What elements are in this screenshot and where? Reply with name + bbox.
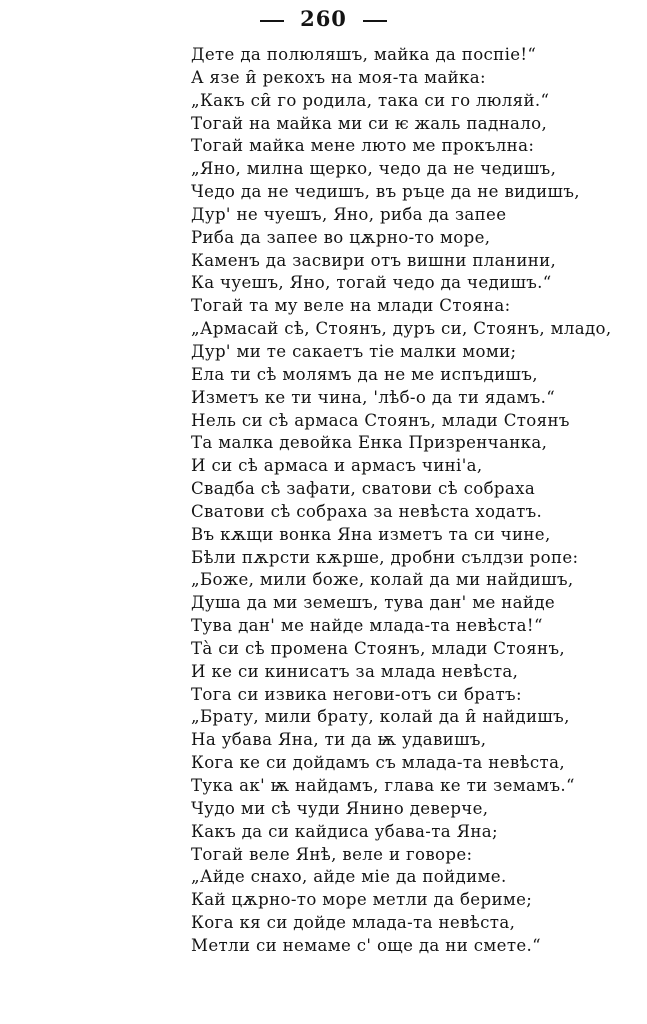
poem-line: Свадба сѣ зафати, сватови сѣ собраха <box>191 479 536 499</box>
poem-line: Та малка девойка Енка Призренчанка, <box>191 433 548 453</box>
poem-line: Тука ак' ѭ найдамъ, глава ке ти земамъ.“ <box>191 776 575 795</box>
poem-line: Кога кя си дойде млада-та невѣста, <box>191 913 516 933</box>
poem-line: „Брату, мили брату, колай да и̑ найдишъ, <box>191 707 570 727</box>
poem-line: И ке си кинисатъ за млада невѣста, <box>191 661 519 681</box>
poem-line: Дур' ми те сакаетъ тіе малки моми; <box>191 341 517 361</box>
poem-line: Ела ти сѣ молямъ да не ме испъдишъ, <box>191 364 538 384</box>
right-dash <box>363 20 387 22</box>
poem-line: На убава Яна, ти да ѭ удавишъ, <box>191 730 487 750</box>
poem-line: А язе и̑ рекохъ на моя-та майка: <box>191 67 486 87</box>
poem-line: Риба да запее во цѫрно-то море, <box>191 227 491 247</box>
poem-line: Чудо ми сѣ чуди Янино деверче, <box>191 798 489 818</box>
poem-line: Бѣли пѫрсти кѫрше, дробни сълдзи ропе: <box>191 547 579 567</box>
poem-line: „Армасай сѣ, Стоянъ, дуръ си, Стоянъ, младо, <box>191 319 612 339</box>
poem-line: Тува дан' ме найде млада-та невѣста!“ <box>191 616 543 636</box>
poem-line: Дете да полюляшъ, майка да поспіе!“ <box>191 45 537 64</box>
poem-line: Сватови сѣ собраха за невѣста ходатъ. <box>191 501 543 521</box>
poem-line: Тогай веле Янѣ, веле и говоре: <box>191 844 473 864</box>
poem-line: Нель си сѣ армаса Стоянъ, млади Стоянъ <box>191 410 570 430</box>
poem-line: Каменъ да засвири отъ вишни планини, <box>191 250 557 270</box>
poem-line: Ка чуешъ, Яно, тогай чедо да чедишъ.“ <box>191 273 552 293</box>
poem-line: И си сѣ армаса и армасъ чині'а, <box>191 456 483 476</box>
poem-line: „Какъ си̑ го родила, така си го люляй.“ <box>191 90 550 110</box>
page-header <box>0 6 647 31</box>
page-number: 260 <box>300 6 347 31</box>
poem-line: Изметъ ке ти чина, 'лѣб-о да ти ядамъ.“ <box>191 387 556 407</box>
poem-line: Тогай майка мене люто ме прокълна: <box>191 136 535 156</box>
poem-line: Въ кѫщи вонка Яна изметъ та си чине, <box>191 524 551 544</box>
poem-line: „Яно, милна щерко, чедо да не чедишъ, <box>191 159 557 179</box>
poem-text <box>191 44 627 958</box>
poem-line: Тога си извика негови-отъ си братъ: <box>191 684 522 704</box>
poem-line: Тогай та му веле на млади Стояна: <box>191 296 511 316</box>
poem-line: Тà си сѣ промена Стоянъ, млади Стоянъ, <box>191 638 565 658</box>
poem-line: Душа да ми земешъ, тува дан' ме найде <box>191 593 556 613</box>
left-dash <box>260 20 284 22</box>
poem-line: Метли си немаме с' още да ни смете.“ <box>191 935 541 955</box>
poem-line: Какъ да си кайдиса убава-та Яна; <box>191 821 498 841</box>
poem-line: Чедо да не чедишъ, въ ръце да не видишъ, <box>191 182 580 202</box>
poem-line: „Айде снахо, айде міе да пойдиме. <box>191 867 507 887</box>
poem-line: Кога ке си дойдамъ съ млада-та невѣста, <box>191 753 565 773</box>
poem-line: Кай цѫрно-то море метли да бериме; <box>191 890 533 910</box>
poem-line: Дур' не чуешъ, Яно, риба да запее <box>191 204 507 224</box>
poem-line: „Боже, мили боже, колай да ми найдишъ, <box>191 570 574 590</box>
poem-line: Тогай на майка ми си ѥ жаль паднало, <box>191 113 548 133</box>
